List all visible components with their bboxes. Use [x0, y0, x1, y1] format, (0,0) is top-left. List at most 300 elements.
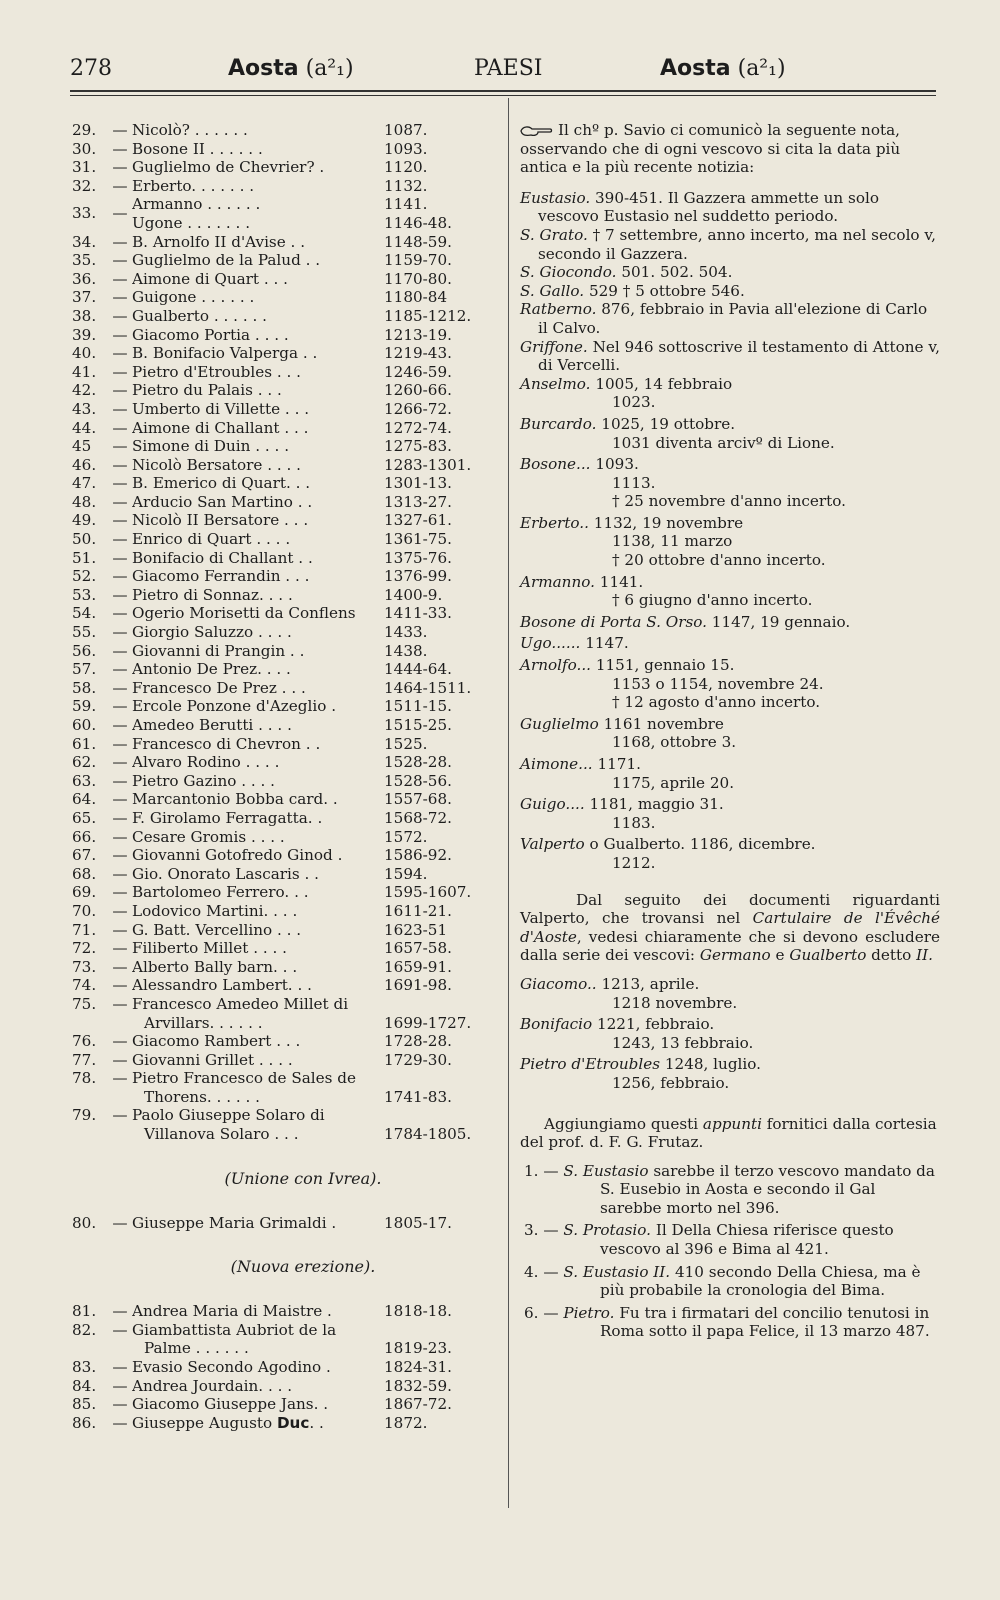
- chronology-entry: [520, 613, 940, 632]
- entry-date: 1213, aprile.: [601, 974, 700, 993]
- entry-date: 1147, 19 gennaio.: [711, 612, 851, 631]
- list-row: [72, 679, 504, 698]
- years: 1528-28.: [384, 753, 452, 772]
- chronology-entry: [520, 835, 940, 872]
- bishop-name: Giacomo Rambert . . .: [132, 1032, 301, 1051]
- list-row: [72, 660, 504, 679]
- years: 1313-27.: [384, 492, 452, 511]
- list-row: [72, 140, 504, 159]
- entry-number: 66.: [72, 827, 97, 846]
- chronology-entry: [520, 282, 940, 301]
- entry-date: 1243, 13 febbraio.: [612, 1033, 754, 1052]
- list-row: [72, 958, 504, 977]
- bishop-name: Simone di Duin . . . .: [132, 437, 290, 456]
- bishop-name: Francesco De Prez . . .: [132, 678, 306, 697]
- chronology-entry: [520, 715, 940, 752]
- entry-number: 53.: [72, 585, 97, 604]
- entry-date: o Gualberto. 1186, dicembre.: [589, 835, 816, 854]
- list-row-78: 78. — Pietro Francesco de Sales de: [72, 1069, 356, 1088]
- years: 1246-59.: [384, 362, 452, 381]
- chronology-entry: [520, 415, 940, 452]
- years: 1301-13.: [384, 474, 452, 493]
- bishop-name: Alessandro Lambert. . .: [132, 976, 312, 995]
- list-row-86: 86. — Giuseppe Augusto Duc. . 1872.: [72, 1413, 428, 1432]
- years: 1180-84: [384, 288, 448, 307]
- entry-number: 36.: [72, 269, 97, 288]
- entry-number: 40.: [72, 344, 97, 363]
- footnote: [520, 1304, 940, 1341]
- list-row: [72, 158, 504, 177]
- list-row: [72, 1395, 504, 1414]
- list-row: [72, 511, 504, 530]
- list-row: [72, 419, 504, 438]
- entry-name: Bosone...: [520, 455, 591, 474]
- entry-date: 1147.: [585, 634, 629, 653]
- bishop-name: B. Arnolfo II d'Avise . .: [132, 232, 306, 251]
- list-row-33: 33. — Armanno . . . . . . 1141. Ugone . . . . . . . 1146-48.: [72, 195, 452, 232]
- list-row: [72, 828, 504, 847]
- list-row: [72, 177, 504, 196]
- note-text: Fu tra i firmatari del concilio tenutosi in Roma sotto il papa Felice, il 13 marzo 487.: [600, 1303, 930, 1341]
- entry-number: 65.: [72, 808, 97, 827]
- entry-date: 1025, 19 ottobre.: [601, 414, 736, 433]
- years: 1327-61.: [384, 511, 452, 530]
- entry-number: 48.: [72, 492, 97, 511]
- entry-number: 76.: [72, 1032, 97, 1051]
- chronology-entry: [520, 755, 940, 792]
- list-row: [72, 437, 504, 456]
- entry-date: 1113.: [612, 473, 656, 492]
- list-row-81: 81. — Andrea Maria di Maistre . 1818-18.: [72, 1302, 452, 1321]
- list-row-79: 79. — Paolo Giuseppe Solaro di: [72, 1106, 325, 1125]
- dash: —: [112, 158, 128, 177]
- entry-date: 1151, gennaio 15.: [595, 656, 735, 675]
- years: 1515-25.: [384, 716, 452, 734]
- list-row: [72, 790, 504, 809]
- years: 1132.: [384, 176, 428, 195]
- dash: —: [112, 492, 128, 511]
- list-row: [72, 772, 504, 791]
- dash: —: [112, 846, 128, 865]
- dash: —: [112, 753, 128, 772]
- entry-date: 1132, 19 novembre: [593, 513, 744, 532]
- entry-number: 73.: [72, 957, 97, 976]
- note-name: S. Eustasio: [563, 1161, 649, 1180]
- entry-number: 74.: [72, 976, 97, 995]
- entry-number: 29.: [72, 121, 97, 139]
- bishop-name: Umberto di Villette . . .: [132, 399, 310, 418]
- dash: —: [112, 827, 128, 846]
- entry-date: 1031 diventa arcivº di Lione.: [612, 433, 835, 452]
- chronology-entry: [520, 300, 940, 337]
- bishop-name: B. Emerico di Quart. . .: [132, 474, 311, 493]
- entry-date: 1161 novembre: [603, 714, 724, 733]
- entry-name: Armanno.: [520, 572, 595, 591]
- bishop-rows: [72, 233, 504, 995]
- entry-name: S. Gallo.: [520, 281, 585, 300]
- list-row: [72, 381, 504, 400]
- years: 1213-19.: [384, 325, 452, 344]
- years: 1275-83.: [384, 437, 452, 456]
- years: 1528-56.: [384, 771, 452, 790]
- years: 1120.: [384, 158, 428, 177]
- entry-date: 1138, 11 marzo: [612, 532, 733, 551]
- dash: —: [112, 455, 128, 474]
- dash: —: [112, 306, 128, 325]
- list-row-82: 82. — Giambattista Aubriot de la: [72, 1320, 337, 1339]
- bishop-name: Aimone di Quart . . .: [132, 269, 288, 288]
- years: 1438.: [384, 641, 428, 660]
- chronology-entry: [520, 514, 940, 570]
- entry-name: Pietro d'Etroubles: [520, 1055, 661, 1074]
- bishop-name: Amedeo Berutti . . . .: [132, 716, 292, 734]
- years: 1623-51: [384, 920, 448, 939]
- entry-number: 71.: [72, 920, 97, 939]
- note-text: sarebbe il terzo vescovo mandato da S. Eusebio in Aosta e secondo il Gal sarebbe morto nel 396.: [600, 1161, 935, 1217]
- years: 1444-64.: [384, 660, 452, 679]
- intro-paragraph: Il chº p. Savio ci comunicò la seguente nota, osservando che di ogni vescovo si cita la data più antica e la più recente notizia:: [520, 121, 901, 177]
- dash: —: [112, 957, 128, 976]
- chronology-entry: [520, 634, 940, 653]
- years: 1361-75.: [384, 530, 452, 549]
- bishop-name: Giacomo Portia . . . .: [132, 325, 289, 344]
- years: 1087.: [384, 121, 428, 139]
- chronology-entry: [520, 375, 940, 412]
- entry-text: 390-451. Il Gazzera ammette un solo vescovo Eustasio nel suddetto periodo.: [538, 188, 879, 226]
- list-row: [72, 400, 504, 419]
- entry-number: 51.: [72, 548, 97, 567]
- dash: —: [112, 1032, 128, 1051]
- entry-name: Eustasio.: [520, 188, 591, 207]
- header-title-left: Aosta (a²₁): [228, 56, 354, 81]
- entry-number: 55.: [72, 623, 97, 642]
- dash: —: [112, 585, 128, 604]
- chronology-entry: [520, 338, 940, 375]
- chronology-entry: [520, 795, 940, 832]
- list-row: [72, 642, 504, 661]
- years: 1595-1607.: [384, 883, 472, 902]
- entry-name: Erberto..: [520, 513, 589, 532]
- note-number: 3. —: [524, 1221, 559, 1240]
- bishop-name: F. Girolamo Ferragatta. .: [132, 808, 323, 827]
- entry-text: Nel 946 sottoscrive il testamento di Attone v, di Vercelli.: [538, 337, 940, 375]
- entry-name: Bosone di Porta S. Orso.: [520, 612, 707, 631]
- dash: —: [112, 269, 128, 288]
- header-rule: [70, 90, 936, 92]
- entry-number: 46.: [72, 455, 97, 474]
- years: 1433.: [384, 623, 428, 642]
- chronology-entry: [520, 1055, 940, 1092]
- entry-date: 1256, febbraio.: [612, 1073, 730, 1092]
- years: 1572.: [384, 827, 428, 846]
- note-text: Il Della Chiesa riferisce questo vescovo al 396 e Bima al 421.: [600, 1221, 894, 1259]
- entry-number: 31.: [72, 158, 97, 177]
- entry-date: † 12 agosto d'anno incerto.: [612, 693, 821, 712]
- header-title-right: Aosta (a²₁): [660, 56, 786, 81]
- entry-number: 77.: [72, 1050, 97, 1069]
- years: 1832-59.: [384, 1376, 452, 1395]
- entry-name: Guigo....: [520, 795, 585, 814]
- chronology-entry: [520, 455, 940, 511]
- entry-date: 1183.: [612, 813, 656, 832]
- list-row: [72, 604, 504, 623]
- dash: —: [112, 976, 128, 995]
- bishop-name: Nicolò II Bersatore . . .: [132, 511, 309, 530]
- entry-date: † 25 novembre d'anno incerto.: [612, 492, 846, 511]
- entry-name: Anselmo.: [520, 374, 591, 393]
- years: 1586-92.: [384, 846, 452, 865]
- entry-number: 68.: [72, 864, 97, 883]
- entry-name: Bonifacio: [520, 1015, 593, 1034]
- chronology-entry: [520, 573, 940, 610]
- dash: —: [112, 381, 128, 400]
- entry-date: 1153 o 1154, novembre 24.: [612, 674, 824, 693]
- chronology-entry: [520, 226, 940, 263]
- header-title-center: PAESI: [474, 56, 543, 81]
- pointing-hand-icon: [520, 123, 554, 137]
- entry-date: 1221, febbraio.: [596, 1015, 715, 1034]
- bishop-name: Antonio De Prez. . . .: [132, 660, 291, 679]
- entry-number: 41.: [72, 362, 97, 381]
- paragraph-valperto: Dal seguito dei documenti riguardanti Valperto, che trovansi nel Cartulaire de l'Évêché d'Aoste, vedesi chiaramente che si devono escludere dalla serie dei vescovi: Germano e Gualberto detto II.: [520, 890, 940, 965]
- list-row: [72, 1358, 504, 1377]
- bishop-name: Bosone II . . . . . .: [132, 139, 263, 158]
- entry-number: 42.: [72, 381, 97, 400]
- entry-number: 38.: [72, 306, 97, 325]
- years: 1375-76.: [384, 548, 452, 567]
- years: 1260-66.: [384, 381, 452, 400]
- list-row: [72, 1377, 504, 1396]
- entry-number: 50.: [72, 530, 97, 549]
- entry-name: Giacomo..: [520, 974, 597, 993]
- years: 1185-1212.: [384, 306, 472, 325]
- list-row: [72, 493, 504, 512]
- entry-number: 45: [72, 437, 92, 456]
- footnote: [520, 1263, 940, 1300]
- bishop-name: Marcantonio Bobba card. .: [132, 790, 338, 809]
- years: 1148-59.: [384, 232, 452, 251]
- bishop-name: Guglielmo de la Palud . .: [132, 251, 321, 270]
- entry-date: 1218 novembre.: [612, 993, 738, 1012]
- dash: —: [112, 474, 128, 493]
- years: 1376-99.: [384, 567, 452, 586]
- dash: —: [112, 176, 128, 195]
- bishop-name: Giovanni Grillet . . . .: [132, 1050, 293, 1069]
- entry-number: 64.: [72, 790, 97, 809]
- bishop-rows: [72, 1358, 504, 1414]
- dash: —: [112, 790, 128, 809]
- chronology-entry: [520, 656, 940, 712]
- list-row: [72, 549, 504, 568]
- dash: —: [112, 939, 128, 958]
- entry-number: 84.: [72, 1376, 97, 1395]
- list-row: [72, 344, 504, 363]
- years: 1266-72.: [384, 399, 452, 418]
- years: 1557-68.: [384, 790, 452, 809]
- list-row: [72, 883, 504, 902]
- list-row: [72, 251, 504, 270]
- bishop-name: Erberto. . . . . . .: [132, 176, 255, 195]
- bishop-name: Ercole Ponzone d'Azeglio .: [132, 697, 337, 716]
- entry-text: 876, febbraio in Pavia all'elezione di Carlo il Calvo.: [538, 300, 928, 337]
- years: 1657-58.: [384, 939, 452, 958]
- bishop-name: Guglielmo de Chevrier? .: [132, 158, 325, 177]
- bishop-name: Arducio San Martino . .: [132, 492, 313, 511]
- note-number: 4. —: [524, 1262, 559, 1281]
- bishop-name: Francesco di Chevron . .: [132, 734, 321, 753]
- dash: —: [112, 1358, 128, 1377]
- entry-date: 1248, luglio.: [664, 1055, 761, 1074]
- list-row: [72, 735, 504, 754]
- dash: —: [112, 808, 128, 827]
- entry-date: † 20 ottobre d'anno incerto.: [612, 551, 826, 570]
- entry-number: 72.: [72, 939, 97, 958]
- years: 1867-72.: [384, 1395, 452, 1414]
- dash: —: [112, 920, 128, 939]
- years: 1691-98.: [384, 976, 452, 995]
- chronology-entry: [520, 1015, 940, 1052]
- years: 1511-15.: [384, 697, 452, 716]
- note-name: Pietro.: [563, 1303, 615, 1322]
- list-row: [72, 288, 504, 307]
- list-row: [72, 921, 504, 940]
- entry-name: Guglielmo: [520, 714, 599, 733]
- dash: —: [112, 660, 128, 679]
- bishop-name: Gualberto . . . . . .: [132, 306, 267, 325]
- entry-number: 32.: [72, 176, 97, 195]
- entry-date: 1181, maggio 31.: [589, 795, 724, 814]
- entry-number: 63.: [72, 771, 97, 790]
- list-row: [72, 846, 504, 865]
- years: 1728-28.: [384, 1032, 452, 1051]
- bishop-name: Pietro di Sonnaz. . . .: [132, 585, 293, 604]
- list-row: [72, 363, 504, 382]
- bishop-name: Pietro Gazino . . . .: [132, 771, 275, 790]
- bishop-rows: [72, 1032, 504, 1069]
- bishop-name: Pietro d'Etroubles . . .: [132, 362, 301, 381]
- dash: —: [112, 567, 128, 586]
- bishop-name: Giovanni di Prangin . .: [132, 641, 305, 660]
- entry-date: 1023.: [612, 393, 656, 412]
- dash: —: [112, 641, 128, 660]
- dash: —: [112, 121, 128, 139]
- page-number: 278: [70, 56, 112, 81]
- years: 1824-31.: [384, 1358, 452, 1377]
- years: 1159-70.: [384, 251, 452, 270]
- bishop-name: Cesare Gromis . . . .: [132, 827, 285, 846]
- dash: —: [112, 344, 128, 363]
- notes-column: [520, 121, 940, 1344]
- dash: —: [112, 437, 128, 456]
- list-row: [72, 902, 504, 921]
- entry-number: 47.: [72, 474, 97, 493]
- note-name: S. Protasio.: [563, 1221, 651, 1240]
- list-row: [72, 233, 504, 252]
- entry-number: 37.: [72, 288, 97, 307]
- dash: —: [112, 139, 128, 158]
- footnote: [520, 1162, 940, 1218]
- entry-number: 60.: [72, 716, 97, 734]
- years: 1525.: [384, 734, 428, 753]
- entry-number: 54.: [72, 604, 97, 623]
- bishop-name: Enrico di Quart . . . .: [132, 530, 291, 549]
- entry-date: 1141.: [599, 572, 644, 591]
- footnote: [520, 1221, 940, 1258]
- bishop-name: B. Bonifacio Valperga . .: [132, 344, 318, 363]
- list-row: [72, 474, 504, 493]
- years: 1283-1301.: [384, 455, 472, 474]
- note-number: 6. —: [524, 1303, 559, 1322]
- chronology-entries: [520, 375, 940, 873]
- chronology-entries: [520, 189, 940, 375]
- list-row: [72, 586, 504, 605]
- dash: —: [112, 771, 128, 790]
- column-divider: [508, 98, 509, 1508]
- list-row: [72, 326, 504, 345]
- bishop-name: Giorgio Saluzzo . . . .: [132, 623, 292, 642]
- years: 1093.: [384, 139, 428, 158]
- list-row: [72, 865, 504, 884]
- list-row: [72, 716, 504, 735]
- entry-number: 30.: [72, 139, 97, 158]
- entry-number: 62.: [72, 753, 97, 772]
- dash: —: [112, 251, 128, 270]
- dash: —: [112, 288, 128, 307]
- dash: —: [112, 232, 128, 251]
- dash: —: [112, 511, 128, 530]
- bishop-name: Lodovico Martini. . . .: [132, 901, 298, 920]
- dash: —: [112, 883, 128, 902]
- note-name: S. Eustasio II.: [563, 1262, 671, 1281]
- bishop-name: Giovanni Gotofredo Ginod .: [132, 846, 343, 865]
- paragraph-appunti: Aggiungiamo questi appunti fornitici dalla cortesia del prof. d. F. G. Frutaz.: [520, 1114, 937, 1152]
- entry-name: Arnolfo...: [520, 656, 591, 675]
- years: 1411-33.: [384, 604, 452, 623]
- bishop-name: Giacomo Ferrandin . . .: [132, 567, 310, 586]
- list-row: [72, 809, 504, 828]
- dash: —: [112, 604, 128, 623]
- bishop-name: Gio. Onorato Lascaris . .: [132, 864, 320, 883]
- bishop-name: Andrea Jourdain. . . .: [132, 1376, 293, 1395]
- years: 1594.: [384, 864, 428, 883]
- list-row: [72, 530, 504, 549]
- entry-number: 56.: [72, 641, 97, 660]
- list-row-80: 80. — Giuseppe Maria Grimaldi . 1805-17.: [72, 1213, 452, 1232]
- bishop-name: Nicolò? . . . . . .: [132, 121, 248, 139]
- entry-date: 1175, aprile 20.: [612, 773, 735, 792]
- entry-number: 58.: [72, 678, 97, 697]
- years: 1729-30.: [384, 1050, 452, 1069]
- entry-name: Aimone...: [520, 755, 593, 773]
- list-row: [72, 567, 504, 586]
- bishop-name: Bartolomeo Ferrero. . .: [132, 883, 309, 902]
- entry-number: 83.: [72, 1358, 97, 1377]
- entry-text: † 7 settembre, anno incerto, ma nel secolo v, secondo il Gazzera.: [538, 225, 937, 263]
- entry-text: 529 † 5 ottobre 546.: [588, 281, 745, 300]
- dash: —: [112, 678, 128, 697]
- years: 1219-43.: [384, 344, 452, 363]
- entry-number: 70.: [72, 901, 97, 920]
- entry-name: Burcardo.: [520, 414, 597, 433]
- entry-number: 43.: [72, 399, 97, 418]
- list-row: [72, 976, 504, 995]
- entry-number: 57.: [72, 660, 97, 679]
- header-rule-thin: [70, 95, 936, 96]
- entry-number: 49.: [72, 511, 97, 530]
- entry-number: 35.: [72, 251, 97, 270]
- list-row: [72, 270, 504, 289]
- list-row: [72, 121, 504, 140]
